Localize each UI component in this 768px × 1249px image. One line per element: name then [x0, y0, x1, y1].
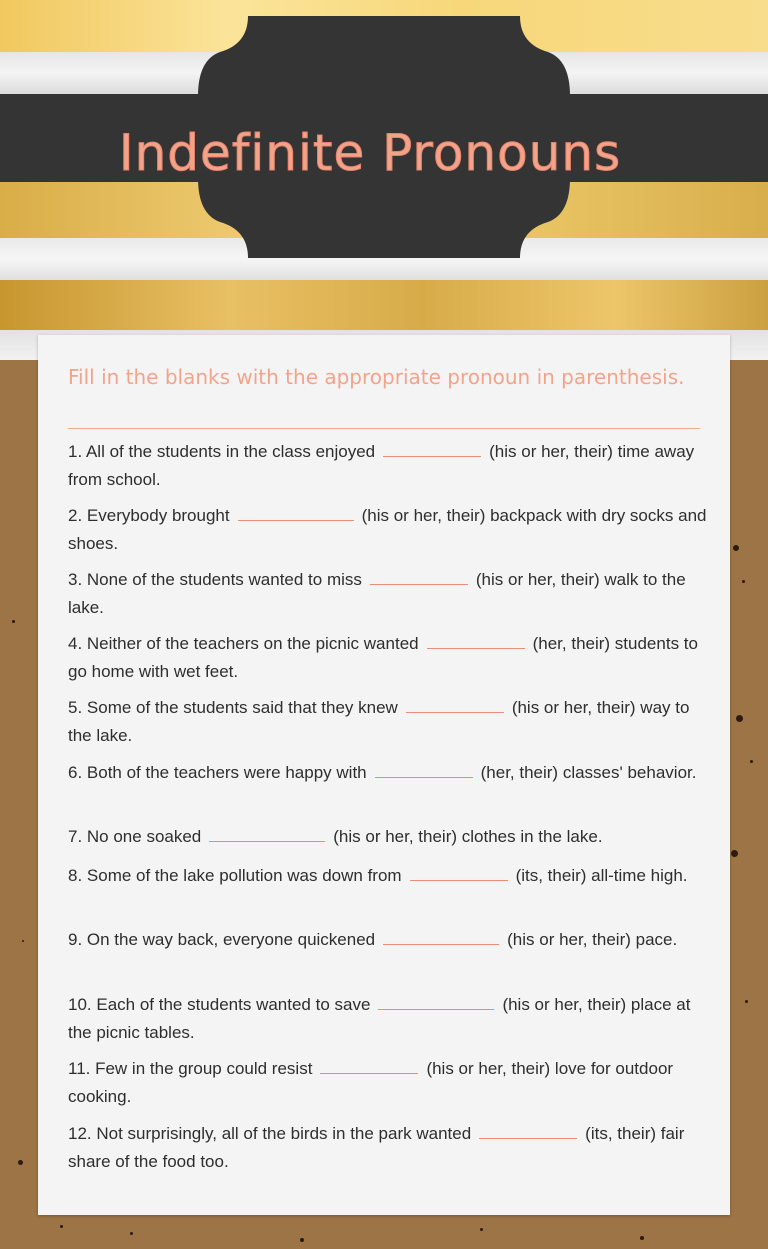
- worksheet-card: [38, 335, 730, 1215]
- speckle: [733, 545, 739, 551]
- speckle: [60, 1225, 63, 1228]
- question-12: [68, 1120, 708, 1176]
- answer-blank-4[interactable]: [427, 634, 525, 649]
- answer-blank-2[interactable]: [238, 506, 354, 521]
- question-text: 5. Some of the students said that they knew: [68, 698, 398, 717]
- question-options: (his or her, their) backpack with dry socks and shoes.: [68, 506, 707, 553]
- speckle: [742, 580, 745, 583]
- header-banner: [0, 0, 768, 360]
- question-options: (his or her, their) clothes in the lake.: [333, 827, 603, 846]
- speckle: [12, 620, 15, 623]
- question-text: 3. None of the students wanted to miss: [68, 570, 362, 589]
- question-options: (her, their) classes' behavior.: [480, 763, 697, 782]
- gold-stripe: [0, 280, 768, 330]
- page-title: Indefinite Pronouns: [118, 124, 622, 182]
- question-options: (his or her, their) pace.: [507, 930, 678, 949]
- question-text: 2. Everybody brought: [68, 506, 230, 525]
- question-options: (his or her, their) love for outdoor cooking.: [68, 1059, 674, 1106]
- answer-blank-8[interactable]: [410, 866, 508, 881]
- question-4: [68, 630, 708, 686]
- question-text: 12. Not surprisingly, all of the birds in the park wanted: [68, 1124, 472, 1143]
- speckle: [130, 1232, 133, 1235]
- answer-blank-11[interactable]: [320, 1059, 418, 1074]
- answer-blank-9[interactable]: [383, 930, 499, 945]
- question-2: [68, 502, 708, 558]
- question-text: 9. On the way back, everyone quickened: [68, 930, 376, 949]
- question-options: (his or her, their) walk to the lake.: [68, 570, 686, 617]
- question-text: 8. Some of the lake pollution was down from: [68, 866, 402, 885]
- answer-blank-6[interactable]: [375, 763, 473, 778]
- answer-blank-12[interactable]: [479, 1124, 577, 1139]
- question-text: 7. No one soaked: [68, 827, 202, 846]
- speckle: [745, 1000, 748, 1003]
- question-options: (his or her, their) way to the lake.: [68, 698, 690, 745]
- question-options: (his or her, their) place at the picnic tables.: [68, 995, 691, 1042]
- divider: [68, 428, 700, 429]
- question-options: (its, their) all-time high.: [515, 866, 688, 885]
- question-1: [68, 438, 708, 494]
- question-3: [68, 566, 708, 622]
- speckle: [22, 940, 24, 942]
- speckle: [640, 1236, 644, 1240]
- answer-blank-5[interactable]: [406, 698, 504, 713]
- speckle: [480, 1228, 483, 1231]
- speckle: [736, 715, 743, 722]
- question-10: [68, 991, 708, 1047]
- question-text: 11. Few in the group could resist: [68, 1059, 313, 1078]
- answer-blank-1[interactable]: [383, 442, 481, 457]
- speckle: [750, 760, 753, 763]
- question-text: 1. All of the students in the class enjoyed: [68, 442, 376, 461]
- instructions-heading: Fill in the blanks with the appropriate pronoun in parenthesis.: [68, 365, 685, 389]
- question-11: [68, 1055, 708, 1111]
- question-text: 10. Each of the students wanted to save: [68, 995, 371, 1014]
- question-7: [68, 823, 708, 851]
- answer-blank-7[interactable]: [209, 827, 325, 842]
- question-options: (her, their) students to go home with wet feet.: [68, 634, 698, 681]
- question-9: [68, 926, 708, 954]
- question-6: [68, 759, 708, 787]
- question-text: 4. Neither of the teachers on the picnic wanted: [68, 634, 419, 653]
- speckle: [18, 1160, 23, 1165]
- question-options: (its, their) fair share of the food too.: [68, 1124, 685, 1171]
- question-options: (his or her, their) time away from school.: [68, 442, 695, 489]
- question-text: 6. Both of the teachers were happy with: [68, 763, 367, 782]
- speckle: [300, 1238, 304, 1242]
- question-8: [68, 862, 708, 890]
- answer-blank-3[interactable]: [370, 570, 468, 585]
- question-5: [68, 694, 708, 750]
- speckle: [731, 850, 738, 857]
- answer-blank-10[interactable]: [378, 995, 494, 1010]
